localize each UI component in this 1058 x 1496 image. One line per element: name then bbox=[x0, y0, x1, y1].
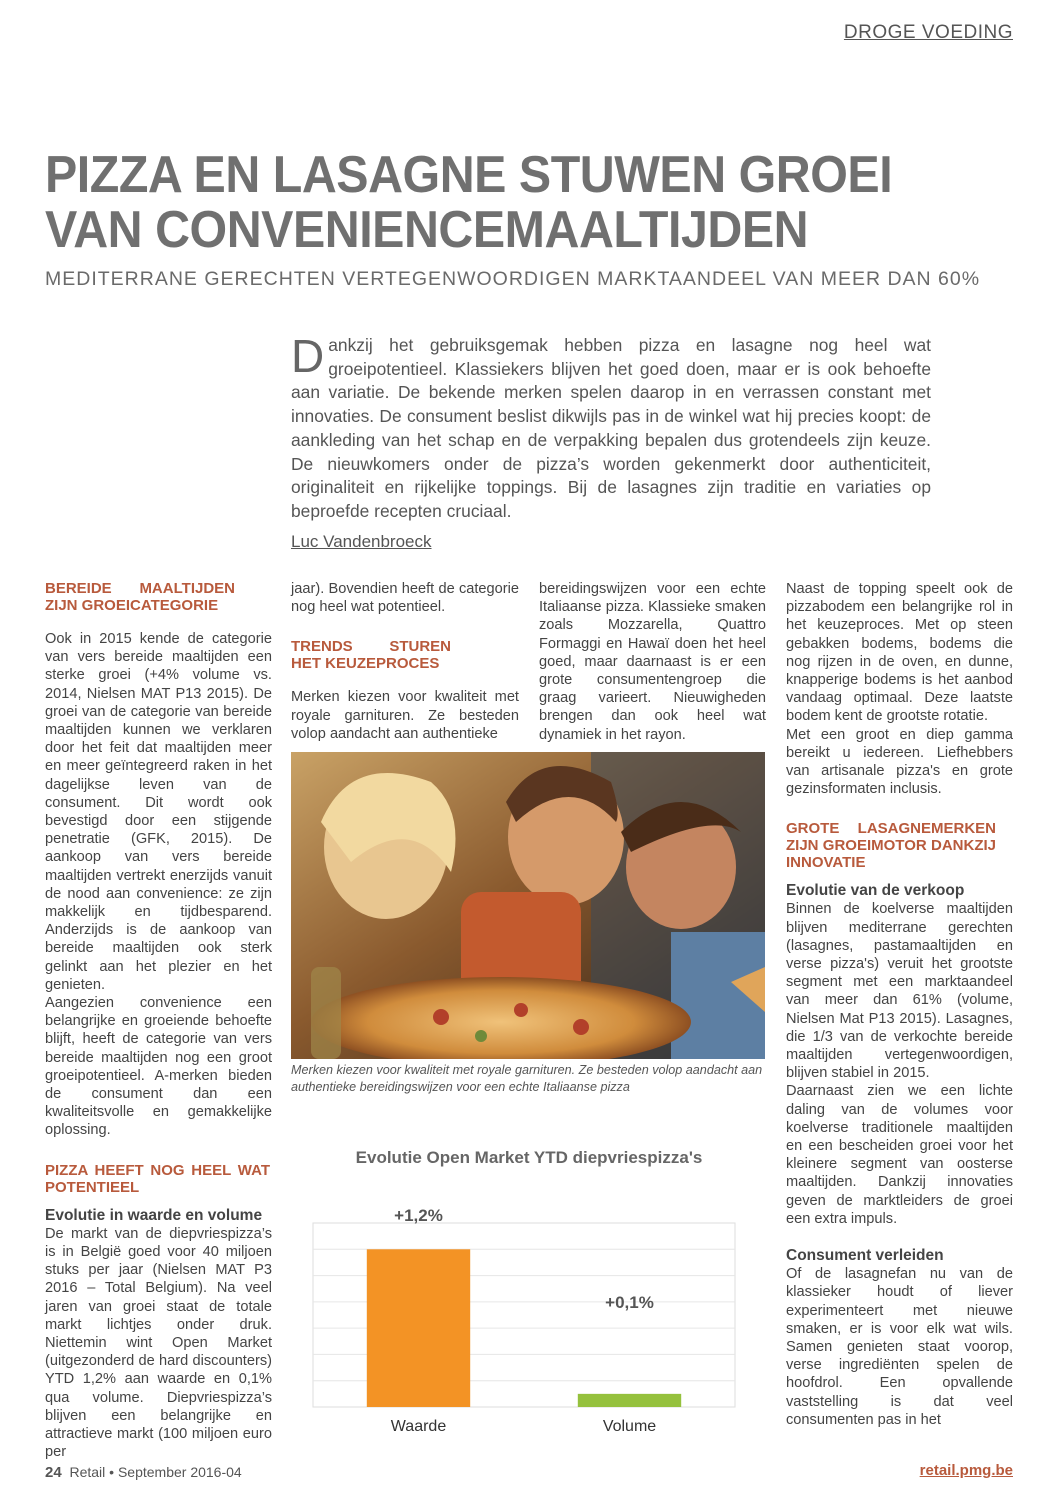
column-3 bbox=[539, 580, 766, 744]
footer-left: 24 Retail • September 2016-04 bbox=[45, 1464, 242, 1481]
article-title: PIZZA EN LASAGNE STUWEN GROEI VAN CONVENIENCEMAALTIJDEN bbox=[45, 146, 893, 259]
subheading-waarde-volume: Evolutie in waarde en volume bbox=[45, 1206, 263, 1224]
photo-caption: Merken kiezen voor kwaliteit met royale garnituren. Ze besteden volop aandacht aan authentieke bereidingswijzen voor een echte Italiaanse pizza bbox=[291, 1063, 763, 1094]
heading-bereide-maaltijden: BEREIDE MAALTIJDEN ZIJN GROEICATEGORIE bbox=[45, 580, 235, 614]
bar-chart bbox=[291, 1180, 767, 1442]
subheading-consument-verleiden: Consument verleiden bbox=[786, 1247, 944, 1265]
category-labels bbox=[391, 1418, 657, 1435]
website-link[interactable]: retail.pmg.be bbox=[919, 1462, 1013, 1479]
heading-lasagnemerken: GROTE LASAGNEMERKEN ZIJN GROEIMOTOR DANKZIJ INNOVATIE bbox=[786, 820, 996, 872]
issue-date: September 2016-04 bbox=[117, 1464, 242, 1480]
category-label-waarde: Waarde bbox=[390, 1418, 447, 1435]
article-photo bbox=[291, 752, 765, 1059]
article-subtitle: MEDITERRANE GERECHTEN VERTEGENWOORDIGEN MARKTAANDEEL VAN MEER DAN 60% bbox=[45, 268, 981, 290]
page-number: 24 bbox=[45, 1464, 62, 1481]
bar-waarde bbox=[367, 1249, 470, 1407]
photo-people-sharing-pizza bbox=[291, 752, 765, 1059]
col3-paragraph-1: bereidingswijzen voor een echte Italiaanse pizza. Klassieke smaken zoals Mozzarella, Quattro Formaggi en Hawaï doen het heel goed, maar daarnaast is er een grote consumentengroep die graag varieert. Nieuwigheden brengen dan ook heel wat dynamiek in het rayon. bbox=[539, 581, 766, 743]
col4-paragraph-1: Naast de topping speelt ook de pizzabodem een belangrijke rol in het keuzeproces. Met op steen gebakken bodems, bodems die nog rijzen in de oven, en dunne, knapperige bodems is het aanbod vandaag optimaal. Deze laatste bodem kent de grootste rotatie. bbox=[786, 581, 1013, 725]
intro-text: ankzij het gebruiksgemak hebben pizza en lasagne nog heel wat groeipotentieel. Klassiekers blijven het goed doen, maar er is ook behoefte aan variatie. De bekende merken spelen daarop in en verrassen constant met innovaties. De consument beslist dikwijls pas in de winkel wat hij precies koopt: de aankleding van het schap en de verpakking bepalen dus grotendeels zijn keuze. De nieuwkomers onder de pizza’s worden gekenmerkt door authenticiteit, originaliteit en rijkelijke toppings. Bij de lasagnes zijn traditie en variaties op beproefde recepten cruciaal. bbox=[291, 335, 931, 521]
col4-paragraph-3: Binnen de koelverse maaltijden blijven mediterrane gerechten (lasagnes, pastamaaltijden en verse pizza's) veruit het grootste segment met een marktaandeel van meer dan 61% (volume, Nielsen Mat P13 2015). Lasagnes, die 1/3 van de verkochte bereide maaltijden vertegenwoordigen, blijven stabiel in 2015. bbox=[786, 901, 1013, 1082]
heading-pizza-potentieel: PIZZA HEEFT NOG HEEL WAT POTENTIEEL bbox=[45, 1161, 270, 1196]
column-4 bbox=[786, 580, 1013, 1429]
category-label-volume: Volume bbox=[602, 1418, 657, 1435]
dropcap: D bbox=[291, 330, 325, 382]
col4-paragraph-2: Met een groot en diep gamma bereikt u iedereen. Liefhebbers van artisanale pizza's en grote gezinsformaten inclusis. bbox=[786, 726, 1013, 798]
col1-paragraph-3: De markt van de diepvriespizza’s is in België goed voor 40 miljoen stuks per jaar (Nielsen MAT P3 2016 – Total Belgium). Na veel jaren van groei staat de totale markt lichtjes onder druk. Niettemin wint Open Market (uitgezonderd de hard discounters) YTD 1,2% aan waarde en 0,1% qua volume. Diepvriespizza’s blijven een belangrijke en attractieve markt (100 miljoen euro per bbox=[45, 1225, 272, 1461]
col1-paragraph-2: Aangezien convenience een belangrijke en groeiende behoefte blijft, heeft de categorie van vers bereide maaltijden nog een groot groeipotentieel. A-merken bieden de consument dan een kwaliteitsvolle en gemakkelijke oplossing. bbox=[45, 995, 272, 1139]
data-label-waarde: +1,2% bbox=[394, 1206, 443, 1225]
section-tag: DROGE VOEDING bbox=[843, 22, 1013, 43]
magazine-name: Retail bbox=[69, 1464, 106, 1480]
heading-trends: TRENDS STUREN HET KEUZEPROCES bbox=[291, 638, 451, 673]
bar-volume bbox=[578, 1394, 681, 1407]
col4-paragraph-5: Of de lasagnefan nu van de klassieker houdt of liever experimenteert met nieuwe smaken, er is voor elk wat wils. Samen genieten staat voorop, verse ingrediënten spelen de hoofdrol. Een opvallende vaststelling is dat veel consumenten pas in het bbox=[786, 1266, 1013, 1428]
col2-paragraph-2: Merken kiezen voor kwaliteit met royale garnituren. Ze besteden volop aandacht aan authentieke bbox=[291, 689, 519, 742]
author-byline: Luc Vandenbroeck bbox=[291, 532, 432, 551]
chart-title: Evolutie Open Market YTD diepvriespizza's bbox=[355, 1148, 703, 1167]
col1-paragraph-1: Ook in 2015 kende de categorie van vers bereide maaltijden een sterke groei (+4% volume vs. 2014, Nielsen MAT P13 2015). De groei van de categorie van bereide maaltijden kunnen we verklaren door het feit dat maaltijden meer en meer geïntegreerd raken in het dagelijkse leven van de consument. Dit wordt ook bevestigd door een stijgende penetratie (GFK, 2015). De aankoop van vers bereide maaltijden vertrekt enerzijds vanuit de nood aan convenience: ze zijn makkelijk en tijdbesparend. Anderzijds is de aankoop van bereide maaltijden ook sterk gelinkt aan het plezier en het genieten. bbox=[45, 631, 272, 993]
data-label-volume: +0,1% bbox=[605, 1293, 654, 1312]
column-1 bbox=[45, 580, 272, 1461]
intro-paragraph bbox=[291, 330, 931, 524]
col2-paragraph-1: jaar). Bovendien heeft de categorie nog heel wat potentieel. bbox=[291, 581, 519, 616]
subheading-evolutie-verkoop: Evolutie van de verkoop bbox=[786, 882, 965, 900]
col4-paragraph-4: Daarnaast zien we een lichte daling van de volumes voor koelverse traditionele maaltijden en een bescheiden groei voor het kleinere segment van oosterse maaltijden. Dankzij innovaties geven de marktleiders de groei een extra impuls. bbox=[786, 1083, 1013, 1227]
column-2 bbox=[291, 580, 519, 743]
